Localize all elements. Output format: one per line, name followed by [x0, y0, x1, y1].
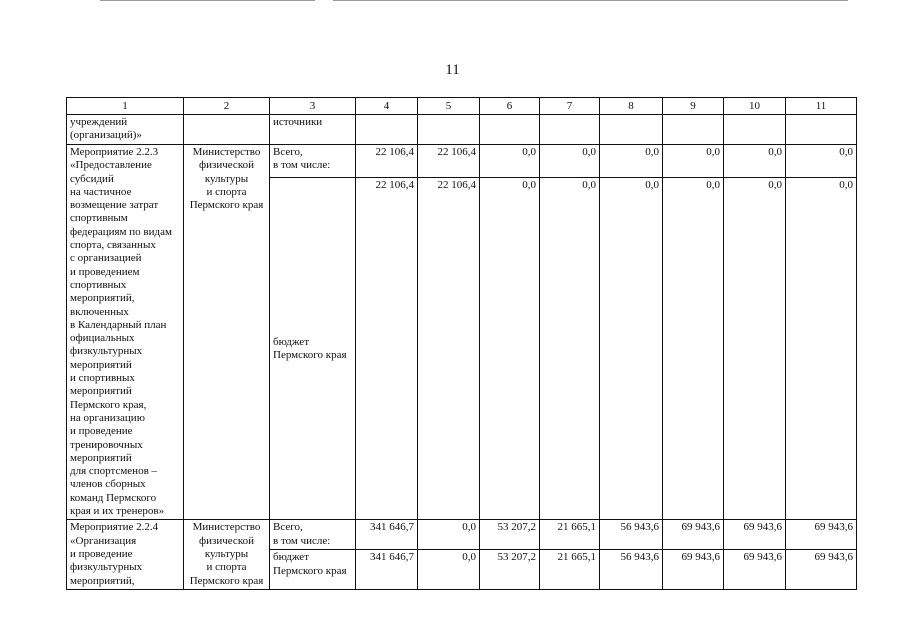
cell-text-line: включенных	[70, 305, 129, 318]
cell-text-line: Мероприятие 2.2.3	[70, 146, 159, 158]
source-cell	[270, 550, 356, 590]
value-cell: 0,0	[663, 178, 724, 520]
cell-text-line: Министерство	[192, 146, 261, 158]
source-cell	[270, 145, 356, 178]
cell-text-line: на частичное	[70, 185, 132, 198]
cell-text-line: бюджет	[273, 551, 309, 564]
source-cell	[270, 178, 356, 520]
cell-text-line: в том числе:	[273, 159, 331, 172]
header-cell-8: 8	[600, 98, 663, 115]
cell-text-line: Пермского края,	[70, 398, 147, 411]
activity-cell-2-2-3	[67, 145, 184, 520]
source-cell	[270, 520, 356, 550]
cell-text-line: и спортивных	[70, 372, 135, 385]
activity-cell-2-2-4	[67, 520, 184, 590]
header-cell-4: 4	[356, 98, 418, 115]
cell-text-line: для спортсменов –	[70, 465, 158, 478]
table-row	[67, 520, 857, 550]
cell-text-line: края и их тренеров»	[70, 505, 165, 518]
cell-text-line: мероприятий,	[70, 574, 135, 587]
cell-text-line: и проведение	[70, 547, 133, 560]
cell-text-line: на организацию	[70, 411, 145, 424]
continuation-empty-cell	[480, 115, 540, 145]
header-cell-11: 11	[786, 98, 857, 115]
value-cell: 0,0	[600, 145, 663, 178]
page-number: 11	[445, 62, 460, 78]
value-cell: 0,0	[480, 178, 540, 520]
value-cell: 0,0	[786, 145, 857, 178]
continuation-empty-cell	[663, 115, 724, 145]
header-cell-9: 9	[663, 98, 724, 115]
continuation-executor-cell	[184, 115, 270, 145]
continuation-empty-cell	[600, 115, 663, 145]
value-cell: 0,0	[480, 145, 540, 178]
cell-text-line: Всего,	[273, 146, 303, 158]
cell-text-line: культуры	[204, 172, 249, 185]
cell-text-line: культуры	[204, 547, 249, 560]
cell-text-line: физической	[199, 534, 254, 547]
cell-text-line: физической	[199, 159, 254, 172]
value-cell: 56 943,6	[600, 550, 663, 590]
cell-text-line: субсидий	[70, 172, 114, 185]
cell-text-line: Пермского края	[189, 199, 264, 212]
header-cell-10: 10	[724, 98, 786, 115]
cell-text-line: спорта, связанных	[70, 239, 156, 252]
cell-text-line: спортивных	[70, 278, 127, 291]
value-cell: 341 646,7	[356, 520, 418, 550]
cell-text-line: Министерство	[192, 521, 261, 534]
executor-cell	[184, 520, 270, 590]
value-cell: 22 106,4	[418, 178, 480, 520]
cell-text-line: членов сборных	[70, 478, 146, 491]
cell-text-line: Всего,	[273, 521, 303, 534]
cell-text-line: спортивным	[70, 212, 128, 225]
cell-text-line: и спорта	[206, 185, 247, 198]
cell-text-line: «Предоставление	[70, 159, 152, 172]
continuation-empty-cell	[418, 115, 480, 145]
cell-text-line: «Организация	[70, 534, 137, 547]
value-cell: 341 646,7	[356, 550, 418, 590]
header-cell-5: 5	[418, 98, 480, 115]
header-cell-7: 7	[540, 98, 600, 115]
continuation-empty-cell	[786, 115, 857, 145]
header-cell-2: 2	[184, 98, 270, 115]
cell-text-line: Пермского края	[273, 564, 347, 577]
continuation-activity-cell	[67, 115, 184, 145]
cell-text-line: бюджет	[273, 335, 309, 348]
executor-cell	[184, 145, 270, 520]
value-cell: 53 207,2	[480, 520, 540, 550]
continuation-empty-cell	[724, 115, 786, 145]
cell-text-line: с организацией	[70, 252, 142, 265]
cell-text-line: федерациям по видам	[70, 225, 172, 238]
value-cell: 0,0	[418, 550, 480, 590]
cell-text-line: и проведение	[70, 425, 133, 438]
continuation-activity-line: (организаций)»	[70, 129, 142, 142]
value-cell: 69 943,6	[786, 520, 857, 550]
cell-text-line: и проведением	[70, 265, 140, 278]
cell-text-line: в том числе:	[273, 534, 331, 547]
cell-text-line: мероприятий,	[70, 292, 135, 305]
value-cell: 0,0	[663, 145, 724, 178]
cell-text-line: тренировочных	[70, 438, 143, 451]
cell-text-line: и спорта	[206, 561, 247, 574]
value-cell: 69 943,6	[663, 550, 724, 590]
continuation-source-cell: источники	[270, 115, 356, 145]
value-cell: 0,0	[724, 145, 786, 178]
value-cell: 69 943,6	[786, 550, 857, 590]
cell-text-line: команд Пермского	[70, 491, 157, 504]
cell-text-line: физкультурных	[70, 561, 143, 574]
cell-text-line: физкультурных	[70, 345, 143, 358]
cell-text-line: официальных	[70, 332, 135, 345]
value-cell: 0,0	[540, 178, 600, 520]
value-cell: 0,0	[786, 178, 857, 520]
value-cell: 53 207,2	[480, 550, 540, 590]
scan-edge-line-left	[100, 0, 315, 1]
table-row	[67, 145, 857, 178]
header-cell-6: 6	[480, 98, 540, 115]
scan-edge-line-right	[333, 0, 848, 1]
value-cell: 69 943,6	[724, 520, 786, 550]
value-cell: 22 106,4	[356, 178, 418, 520]
value-cell: 56 943,6	[600, 520, 663, 550]
budget-table	[66, 97, 857, 590]
value-cell: 69 943,6	[663, 520, 724, 550]
cell-text-line: в Календарный план	[70, 318, 167, 331]
continuation-activity-line: учреждений	[70, 116, 128, 128]
value-cell: 0,0	[540, 145, 600, 178]
continuation-empty-cell	[540, 115, 600, 145]
cell-text-line: Пермского края	[273, 348, 347, 361]
cell-text-line: мероприятий	[70, 451, 132, 464]
continuation-empty-cell	[356, 115, 418, 145]
value-cell: 21 665,1	[540, 520, 600, 550]
value-cell: 22 106,4	[418, 145, 480, 178]
header-cell-3: 3	[270, 98, 356, 115]
table-header-row	[67, 98, 857, 115]
cell-text-line: мероприятий	[70, 385, 132, 398]
value-cell: 69 943,6	[724, 550, 786, 590]
value-cell: 0,0	[600, 178, 663, 520]
header-cell-1: 1	[67, 98, 184, 115]
value-cell: 0,0	[418, 520, 480, 550]
value-cell: 22 106,4	[356, 145, 418, 178]
value-cell: 0,0	[724, 178, 786, 520]
continuation-row	[67, 115, 857, 145]
cell-text-line: мероприятий	[70, 358, 132, 371]
cell-text-line: Пермского края	[189, 574, 264, 587]
value-cell: 21 665,1	[540, 550, 600, 590]
cell-text-line: возмещение затрат	[70, 199, 159, 212]
cell-text-line: Мероприятие 2.2.4	[70, 521, 159, 534]
